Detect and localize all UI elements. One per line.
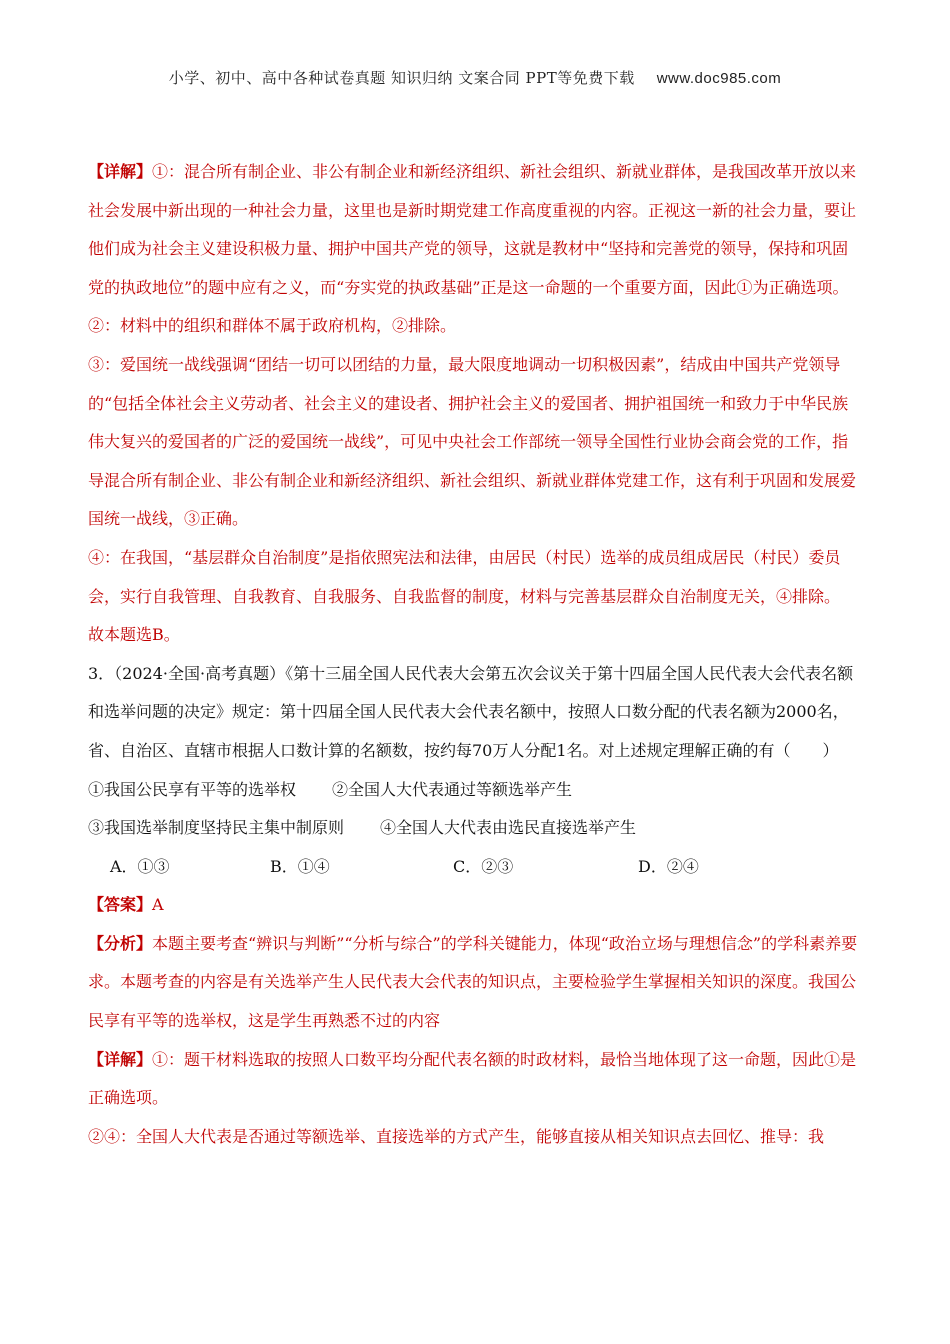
detail-tag: 【详解】 bbox=[88, 162, 153, 181]
analysis-tag: 【分析】 bbox=[88, 933, 153, 953]
detail2-p1: 【详解】①：题干材料选取的按照人口数平均分配代表名额的时政材料，最恰当地体现了这一命题，因此①是正确选项。 bbox=[88, 1049, 857, 1108]
detail1-p4: ④：在我国，“基层群众自治制度”是指依照宪法和法律，由居民（村民）选举的成员组成居民（村民）委员会，实行自我管理、自我教育、自我服务、自我监督的制度，材料与完善基层群众自治制度无关，④排除。 bbox=[88, 547, 841, 606]
detail-tag: 【详解】 bbox=[88, 1049, 153, 1069]
answer-value: A bbox=[152, 895, 164, 915]
question3-stem: 3．（2024·全国·高考真题）《第十三届全国人民代表大会第五次会议关于第十四届全国人民代表大会代表名额和选举问题的决定》规定：第十四届全国人民代表大会代表名额中，按照人口数分配的代表名额为2000名，省、自治区、直辖市根据人口数计算的名额数，按约每70万人分配1名。对上述规定理解正确的有（ ） bbox=[88, 663, 854, 760]
detail1-conclusion: 故本题选B。 bbox=[88, 625, 180, 645]
detail2-p2: ②④：全国人大代表是否通过等额选举、直接选举的方式产生，能够直接从相关知识点去回忆、推导：我 bbox=[88, 1126, 825, 1146]
option-c: C．②③ bbox=[453, 856, 514, 876]
question3-options bbox=[88, 848, 863, 887]
option-d: D．②④ bbox=[638, 856, 699, 876]
question3-statements-row1: ①我国公民享有平等的选举权 ②全国人大代表通过等额选举产生 bbox=[88, 779, 573, 799]
page-header bbox=[0, 67, 950, 88]
question3-statements-row2: ③我国选举制度坚持民主集中制原则 ④全国人大代表由选民直接选举产生 bbox=[88, 818, 637, 838]
detail1-p2: ②：材料中的组织和群体不属于政府机构，②排除。 bbox=[88, 316, 457, 336]
detail1-p1: 【详解】①：混合所有制企业、非公有制企业和新经济组织、新社会组织、新就业群体，是我国改革开放以来社会发展中新出现的一种社会力量，这里也是新时期党建工作高度重视的内容。正视这一新的社会力量，要让他们成为社会主义建设积极力量、拥护中国共产党的领导，这就是教材中“坚持和完善党的领导，保持和巩固党的执政地位”的题中应有之义，而“夯实党的执政基础”正是这一命题的一个重要方面，因此①为正确选项。 bbox=[88, 162, 857, 297]
option-a: A．①③ bbox=[110, 856, 170, 876]
detail1-p3: ③：爱国统一战线强调“团结一切可以团结的力量，最大限度地调动一切积极因素”，结成由中国共产党领导的“包括全体社会主义劳动者、社会主义的建设者、拥护社会主义的爱国者、拥护祖国统一和致力于中华民族伟大复兴的爱国者的广泛的爱国统一战线”，可见中央社会工作部统一领导全国性行业协会商会党的工作，指导混合所有制企业、非公有制企业和新经济组织、新社会组织、新就业群体党建工作，这有利于巩固和发展爱国统一战线，③正确。 bbox=[88, 354, 857, 529]
header-text: 小学、初中、高中各种试卷真题 知识归纳 文案合同 PPT等免费下载 bbox=[168, 69, 635, 87]
analysis-paragraph: 【分析】本题主要考查“辨识与判断”“分析与综合”的学科关键能力，体现“政治立场与理想信念”的学科素养要求。本题考查的内容是有关选举产生人民代表大会代表的知识点，主要检验学生掌握相关知识的深度。我国公民享有平等的选举权，这是学生再熟悉不过的内容 bbox=[88, 933, 858, 1031]
option-b: B．①④ bbox=[270, 856, 330, 876]
answer-tag: 【答案】 bbox=[88, 895, 153, 915]
header-site: www.doc985.com bbox=[656, 70, 782, 87]
answer-line bbox=[88, 886, 863, 925]
document-body bbox=[88, 153, 863, 1156]
